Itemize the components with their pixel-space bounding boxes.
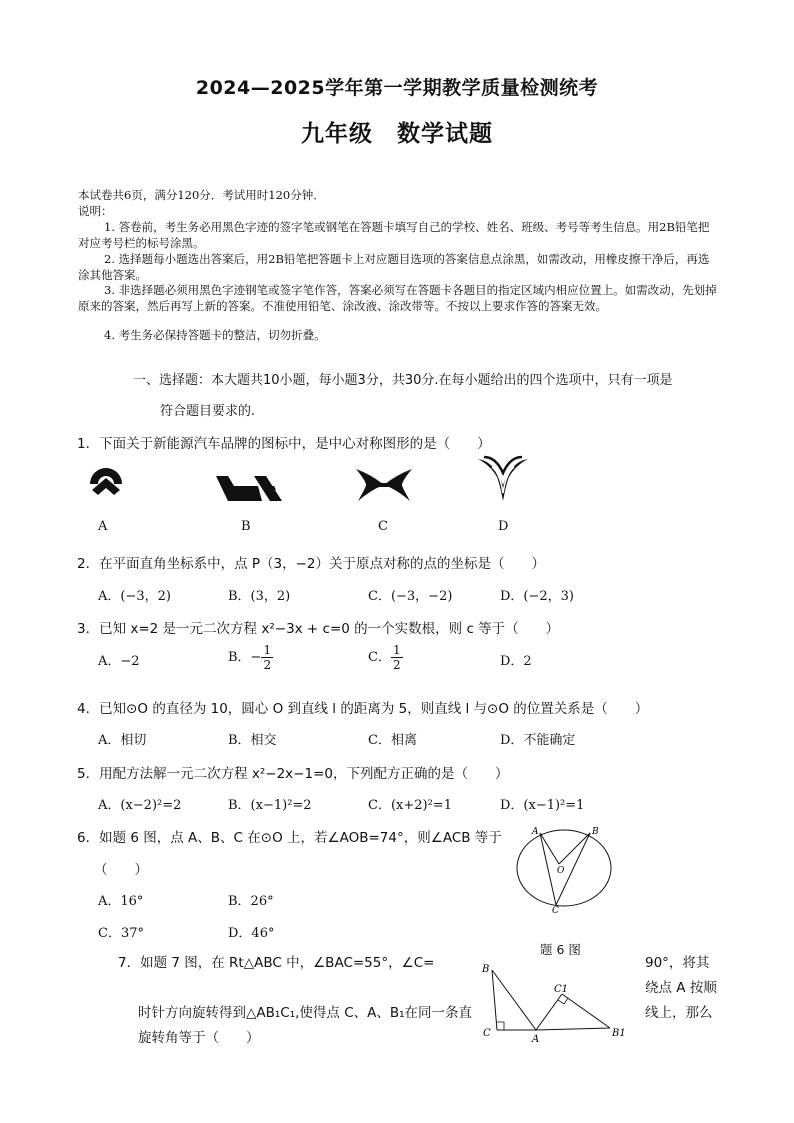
question-6-blank: （ ）: [94, 862, 148, 878]
question-7-line1: 7．如题 7 图，在 Rt△ABC 中，∠BAC=55°，∠C=: [118, 955, 435, 971]
q1-label-c: C: [378, 519, 388, 534]
question-6-figure-caption: 题 6 图: [540, 942, 581, 957]
question-7-figure: [478, 958, 628, 1044]
q2-option-b: B．(3，2): [228, 589, 291, 604]
q4-option-a: A．相切: [98, 733, 147, 748]
fraction-denominator: 2: [392, 658, 401, 672]
question-3-stem: 3．已知 x=2 是一元二次方程 x²−3x + c=0 的一个实数根，则 c 等于（ ）: [77, 621, 560, 637]
nio-logo-icon: [88, 463, 124, 501]
q3-option-b-fraction: [261, 643, 273, 672]
q1-label-d: D: [498, 519, 509, 534]
question-5-stem: 5．用配方法解一元二次方程 x²−2x−1=0，下列配方正确的是（ ）: [77, 766, 509, 782]
question-4-stem: 4．已知⊙O 的直径为 10，圆心 O 到直线 l 的距离为 5，则直线 l 与⊙O 的位置关系是（ ）: [77, 701, 649, 717]
hongqi-logo-icon: [476, 455, 530, 503]
question-7-line3-right: 线上，那么: [645, 1005, 713, 1021]
q1-label-b: B: [241, 519, 251, 534]
li-auto-logo-icon: [214, 473, 284, 503]
instruction-item-1: 1. 答卷前，考生务必用黑色字迹的签字笔或钢笔在答题卡填写自己的学校、姓名、班级、考号等考生信息。用2B铅笔把对应考号栏的标号涂黑。: [78, 220, 710, 250]
q6-point-a: A: [532, 827, 539, 837]
xpeng-logo-icon: [354, 467, 414, 503]
question-2-stem: 2．在平面直角坐标系中，点 P（3，−2）关于原点对称的点的坐标是（ ）: [77, 556, 546, 572]
q6-point-c: C: [552, 906, 559, 914]
fraction-numerator: 1: [263, 643, 272, 657]
q7-point-b: B: [482, 964, 490, 975]
section-heading-line1: 一、选择题：本大题共10小题，每小题3分，共30分.在每小题给出的四个选项中，只有一项是: [133, 373, 673, 388]
question-7-line3: 时针方向旋转得到△AB₁C₁,使得点 C、A、B₁在同一条直: [138, 1005, 473, 1021]
q7-point-b1: B1: [612, 1028, 626, 1039]
q6-point-o: O: [557, 866, 565, 876]
q6-option-d: D．46°: [228, 926, 275, 941]
q5-option-b: B．(x−1)²=2: [228, 798, 312, 813]
q2-option-c: C．(−3，−2): [368, 589, 453, 604]
q3-option-b: [228, 643, 273, 672]
fraction-denominator: 2: [263, 658, 272, 672]
instructions-note-label: 说明：: [78, 204, 113, 218]
section-heading-line2: 符合题目要求的.: [160, 404, 256, 419]
q3-option-d: D．2: [500, 654, 532, 669]
q4-option-c: C．相离: [368, 733, 417, 748]
q6-option-b: B．26°: [228, 894, 274, 909]
q5-option-d: D．(x−1)²=1: [500, 798, 585, 813]
exam-title: 2024—2025学年第一学期教学质量检测统考: [195, 77, 599, 99]
fraction-numerator: 1: [392, 643, 401, 657]
instruction-item-2: 2. 选择题每小题选出答案后，用2B铅笔把答题卡上对应题目选项的答案信息点涂黑，如需改动，用橡皮擦干净后，再选涂其他答案。: [78, 252, 710, 282]
question-6-stem: 6．如题 6 图，点 A、B、C 在⊙O 上，若∠AOB=74°，则∠ACB 等于: [77, 830, 502, 846]
q2-option-a: A．(−3，2): [98, 589, 171, 604]
question-7-line1-right: 90°，将其: [645, 955, 710, 971]
q2-option-d: D．(−2，3): [500, 589, 575, 604]
q3-option-c-fraction: [391, 643, 403, 672]
q7-point-c: C: [483, 1028, 491, 1039]
question-1-stem: 1．下面关于新能源汽车品牌的图标中，是中心对称图形的是（ ）: [77, 436, 491, 452]
q3-option-b-prefix: B．−: [228, 650, 262, 665]
question-7-line2-right: 绕点 A 按顺: [645, 980, 717, 996]
q1-label-a: A: [98, 519, 108, 534]
q5-option-a: A．(x−2)²=2: [98, 798, 182, 813]
q7-point-a: A: [532, 1034, 540, 1044]
q7-point-c1: C1: [554, 984, 569, 995]
q6-point-b: B: [592, 827, 599, 837]
q5-option-c: C．(x+2)²=1: [368, 798, 452, 813]
instruction-item-4: 4. 考生务必保持答题卡的整洁，切勿折叠。: [104, 328, 326, 342]
instruction-item-3: 3. 非选择题必须用黑色字迹钢笔或签字笔作答，答案必须写在答题卡各题目的指定区域内相应位置上。如需改动，先划掉原来的答案，然后再写上新的答案。不准使用铅笔、涂改液、涂改带等。不按以上要求作答的答案无效。: [78, 283, 717, 313]
exam-subtitle: 九年级 数学试题: [301, 121, 493, 147]
q3-option-a: A．−2: [98, 654, 140, 669]
q3-option-c-prefix: C．: [368, 650, 391, 665]
q4-option-d: D．不能确定: [500, 733, 576, 748]
q4-option-b: B．相交: [228, 733, 277, 748]
question-7-line4: 旋转角等于（ ）: [138, 1030, 260, 1046]
q6-option-a: A．16°: [98, 894, 144, 909]
q3-option-c: [368, 643, 403, 672]
q6-option-c: C．37°: [98, 926, 144, 941]
question-6-figure: [510, 822, 620, 914]
instructions-intro: 本试卷共6页，满分120分．考试用时120分钟．: [78, 188, 325, 202]
